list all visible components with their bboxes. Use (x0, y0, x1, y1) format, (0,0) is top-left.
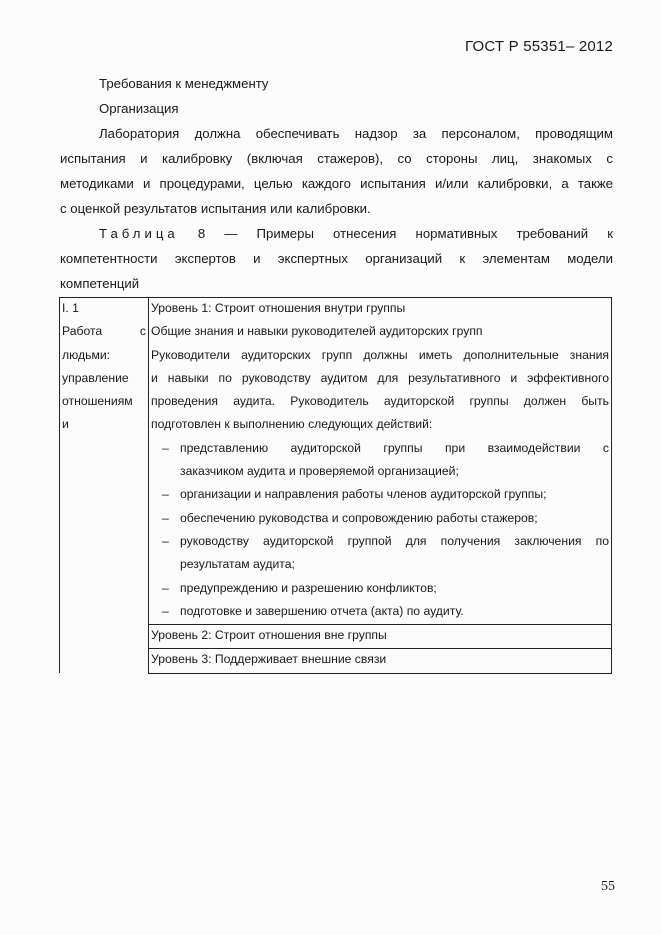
table-caption-line: компетентности экспертов и экспертных организаций к элементам модели (60, 251, 613, 266)
level2-text: Уровень 2: Строит отношения вне группы (151, 628, 387, 643)
dash-bullet: – (162, 440, 169, 455)
level1-text-line: проведения аудита. Руководитель аудиторской группы должен быть (151, 394, 609, 409)
left-cell-line: людьми: (62, 347, 111, 362)
level2-cell (149, 625, 612, 649)
table-caption-line (99, 226, 613, 242)
dash-bullet: – (162, 510, 169, 525)
paragraph-line: испытания и калибровку (включая стажеров), со стороны лиц, знакомых с (60, 151, 613, 166)
level1-text-line: и навыки по руководству аудитом для результативного и эффективного (151, 370, 609, 385)
left-cell-line: Работа с (62, 324, 146, 339)
paragraph-line: Лаборатория должна обеспечивать надзор за персоналом, проводящим (99, 126, 613, 141)
table-caption-word: Таблица (99, 226, 179, 241)
page-number: 55 (601, 879, 615, 894)
level1-text-line: Руководители аудиторских групп должны иметь дополнительные знания (151, 347, 609, 362)
paragraph-line: методиками и процедурами, целью каждого испытания и/или калибровки, а также (60, 176, 613, 191)
bullet-continuation: заказчиком аудита и проверяемой организацией; (180, 464, 459, 479)
bullet-text: подготовке и завершению отчета (акта) по аудиту. (180, 603, 464, 618)
level1-title: Уровень 1: Строит отношения внутри группы (151, 301, 406, 315)
bullet-text: обеспечению руководства и сопровождению работы стажеров; (180, 510, 538, 525)
bullet-continuation: результатам аудита; (180, 557, 295, 572)
table-caption-line: компетенций (60, 276, 140, 291)
bullet-item (149, 601, 611, 624)
bullet-item (149, 508, 611, 531)
dash-bullet: – (162, 487, 169, 502)
bullet-text: предупреждению и разрешению конфликтов; (180, 580, 437, 595)
level3-text: Уровень 3: Поддерживает внешние связи (151, 652, 387, 667)
left-cell-line: I. 1 (62, 301, 79, 315)
left-cell-line: отношениям (62, 394, 133, 409)
dash-bullet: – (162, 533, 169, 548)
bullet-text: организации и направления работы членов аудиторской группы; (180, 487, 547, 502)
dash-bullet: – (162, 580, 169, 595)
level1-text-line: подготовлен к выполнению следующих действий: (151, 417, 433, 432)
section-title: Требования к менеджменту (99, 76, 269, 91)
table-row (60, 298, 612, 625)
left-cell-line: и (62, 417, 69, 432)
competence-code-cell (60, 298, 149, 674)
level3-cell (149, 649, 612, 673)
document-header: ГОСТ Р 55351– 2012 (465, 38, 613, 55)
bullet-item (149, 484, 611, 507)
dash-bullet: – (162, 603, 169, 618)
bullet-text: представлению аудиторской группы при взаимодействии с (180, 440, 609, 455)
paragraph-line: с оценкой результатов испытания или калибровки. (60, 201, 371, 216)
level1-subtitle: Общие знания и навыки руководителей аудиторских групп (151, 324, 483, 339)
table-caption-rest: 8 — Примеры отнесения нормативных требований к (197, 226, 613, 241)
left-cell-line: управление (62, 370, 129, 385)
level1-cell (149, 298, 612, 625)
bullet-item (149, 578, 611, 601)
bullet-item (149, 438, 611, 461)
bullet-item (149, 531, 611, 554)
competence-table (59, 297, 612, 674)
subsection-title: Организация (99, 101, 179, 116)
bullet-text: руководству аудиторской группой для получения заключения по (180, 533, 609, 548)
